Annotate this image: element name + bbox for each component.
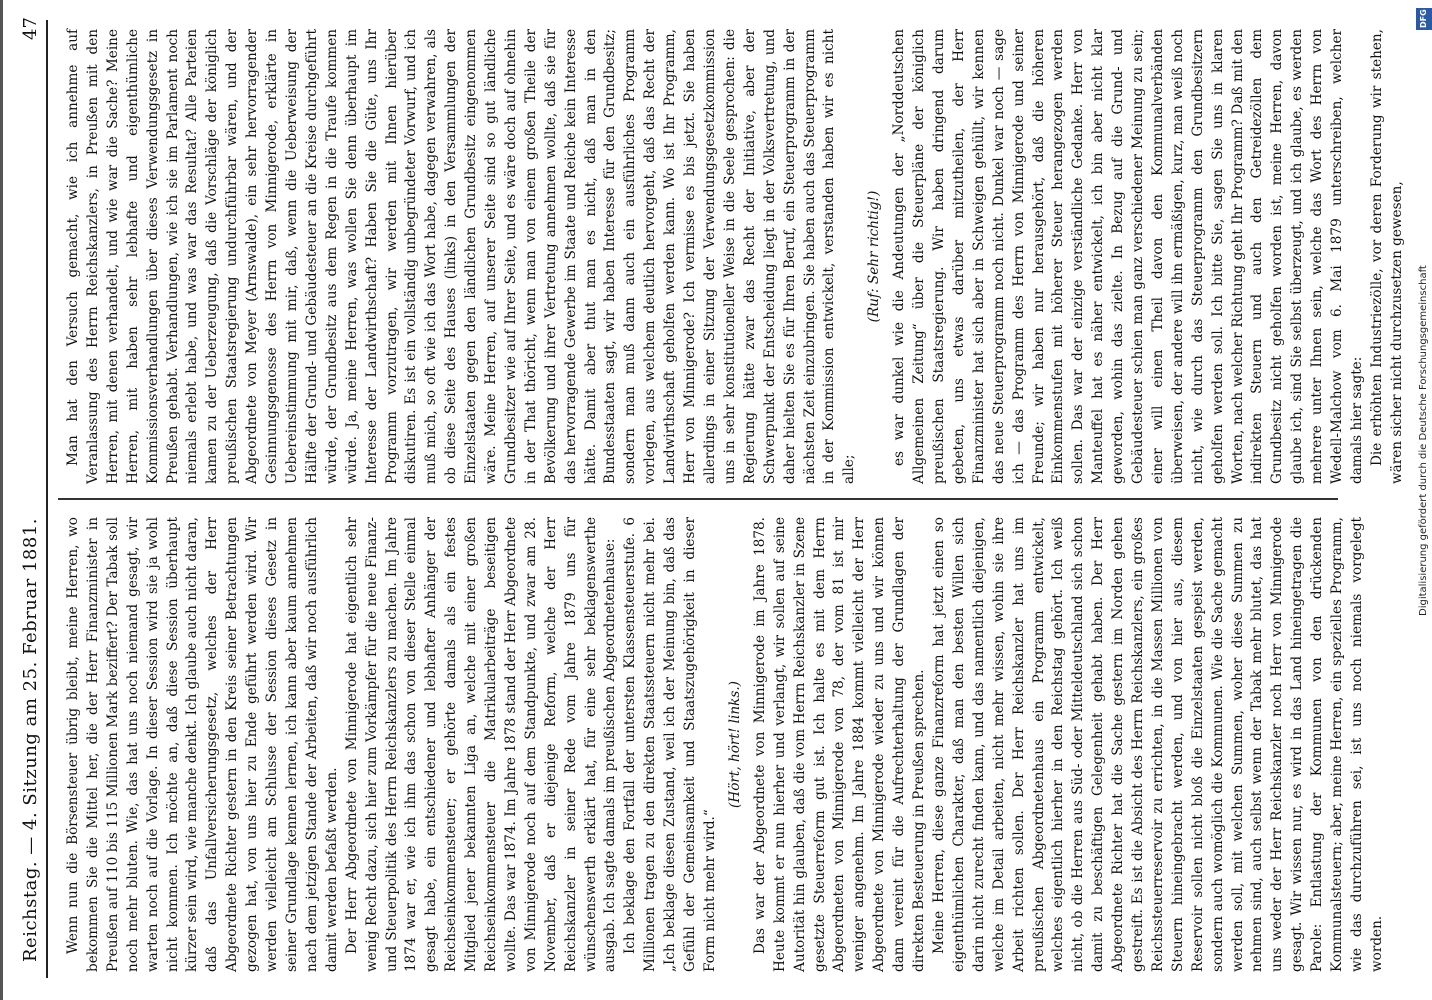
- paragraph: Der Herr Abgeordnete von Minnigerode hat eigentlich sehr wenig Recht dazu, sich hier zum Vorkämpfer für die neue Finanz- und Steuerpolitik des Herrn Reichskanzlers zu machen. Im Jahre 1874 war er, wie ich ihm das schon von dieser Stelle einmal gesagt habe, ein entschiedener und lebhafter Anhänger der Reichseinkommensteuer; er gehörte damals als ein festes Mitglied jener bekannten Liga an, welche mit einer großen Reichseinkommensteuer die Matrikularbeiträge beseitigen wollte. Das war 1874. Im Jahre 1878 stand der Herr Abgeordnete von Minnigerode noch auf dem Standpunkte, und zwar am 28. November, daß er diejenige Reform, welche der Herr Reichskanzler in seiner Rede vom Jahre 1879 uns für wünschenswerth erklärt hat, für eine sehr beklagenswerthe ausgab. Ich sagte damals im preußischen Abgeordnetenhause:: [343, 517, 619, 972]
- dfg-logo: DFG: [1416, 8, 1432, 30]
- left-column: [64, 517, 1385, 972]
- quote-paragraph: Die erhöhten Industriezölle, vor deren Forderung wir stehen, wären sicher nicht durchzusetzen gewesen,: [1368, 29, 1405, 484]
- page-header: [10, 0, 50, 1000]
- dfg-notice: Digitalisierung gefördert durch die Deutsche Forschungsgemeinschaft: [1418, 265, 1429, 616]
- header-rule: [46, 20, 48, 978]
- rotated-page: [2, 0, 1407, 1000]
- interjection: (Hört, hört! links.): [726, 681, 743, 808]
- paragraph: Meine Herren, diese ganze Finanzreform hat jetzt einen so eigenthümlichen Charakter, daß man den besten Willen sich darin nicht zurecht finden kann, und das namentlich diejenigen, welche im Detail arbeiten, nicht mehr wissen, wohin sie ihre Arbeit richten sollen. Der Herr Reichskanzler hat uns im preußischen Abgeordnetenhaus ein Programm entwickelt, welches eigentlich hierher in den Reichstag gehört. Ich weiß nicht, ob die Herren aus Süd- oder Mitteldeutschland sich schon damit zu beschäftigen Gelegenheit gehabt haben. Der Herr Abgeordnete Richter hat die Sache gestern im Norden gehen gestreift. Es ist die Absicht des Herrn Reichskanzlers, ein großes Reichssteuerreservoir zu errichten, in die Massen Millionen von Steuern hineingebracht werden, und von hier aus, diesem Reservoir sollen nicht bloß die Einzelstaaten gespeist werden, sondern auch womöglich die Kommunen. Wie die Sache gemacht werden soll, mit welchen Summen, woher diese Summen zu nehmen sind, auch selbst wenn der Tabak mehr blutet, das hat uns weder der Herr Reichskanzler noch Herr von Minnigerode gesagt. Wir wissen nur, es wird in das Land hineingetragen die Parole: Entlastung der Kommunen von den drückenden Kommunalsteuern; aber, meine Herren, ein spezielles Programm, wie das durchzuführen sei, ist uns noch niemals vorgelegt worden.: [930, 517, 1385, 972]
- column-divider: [58, 498, 1338, 500]
- running-title: Reichstag. — 4. Sitzung am 25. Februar 1881.: [20, 518, 41, 962]
- paragraph: Das war der Abgeordnete von Minnigerode im Jahre 1878. Heute kommt er nun hierher und verlangt, wir sollen auf seine Autorität hin glauben, daß die vom Herrn Reichskanzler in Szene gesetzte Steuerreform gut ist. Ich halte es mit dem Herrn Abgeordneten von Minnigerode von 78, der vom 81 ist mir weniger angenehm. Im Jahre 1884 kommt vielleicht der Herr Abgeordnete von Minnigerode wieder zu uns und wir können dann vereint für die Aufrechterhaltung der Grundlagen der direkten Besteuerung in Preußen sprechen.: [751, 517, 928, 972]
- right-column: [64, 29, 1405, 484]
- paragraph: es war dunkel wie die Andeutungen der „Norddeutschen Allgemeinen Zeitung“ über die Steuerpläne der königlich preußischen Staatsregierung. Wir haben dringend darum gebeten, uns etwas darüber mitzutheilen, der Herr Finanzminister hat sich aber in Schweigen gehüllt, wir kennen das neue Steuerprogramm noch nicht. Dunkel war noch — sage ich — das Programm des Herrn von Minnigerode und seiner Freunde; wir haben nur herausgehört, daß die höheren Einkommenstufen mit höherer Steuer herangezogen werden sollen. Das war der einzige verständliche Gedanke. Herr von Manteuffel hat es näher entwickelt, ich bin aber nicht klar geworden, wohin das zielte. In Bezug auf die Grund- und Gebäudesteuer schien man ganz verschiedener Meinung zu sein; einer will einen Theil davon den Kommunalverbänden überweisen, der andere will ihn ermäßigen, kurz, man weiß noch nicht, wie durch das Steuerprogramm den Grundbesitzern geholfen werden soll. Ich bitte Sie, sagen Sie uns in klaren Worten, nach welcher Richtung geht Ihr Programm? Daß mit den indirekten Steuern und auch den Getreidezöllen dem Grundbesitz nicht geholfen worden ist, meine Herren, davon glaube ich, sind Sie selbst überzeugt, und ich glaube, es werden mehrere unter Ihnen sein, welche das Wort des Herrn von Wedell-Malchow vom 6. Mai 1879 unterschreiben, welcher damals hier sagte:: [891, 29, 1365, 484]
- paragraph: Wenn nun die Börsensteuer übrig bleibt, meine Herren, wo bekommen Sie die Mittel her, die der Herr Finanzminister in Preußen auf 110 bis 115 Millionen Mark beziffert? Der Tabak soll noch mehr bluten. Wie, das hat uns noch niemand gesagt, wir warten noch auf die Vorlage. In dieser Session wird sie ja wohl nicht kommen. Ich möchte an, daß diese Session überhaupt kürzer sein wird, wie manche denkt. Ich glaube auch nicht daran, daß das Unfallversicherungsgesetz, welches der Herr Abgeordnete Richter gestern in den Kreis seiner Betrachtungen gezogen hat, von uns hier zu Ende geführt werden wird. Wir werden vielleicht am Schlusse der Session dieses Gesetz in seiner Grundlage kennen lernen, ich kann aber kaum annehmen nach dem jetzigen Stande der Arbeiten, daß wir noch ausführlich damit werden befaßt werden.: [65, 517, 340, 972]
- interjection: (Ruf: Sehr richtig!): [866, 190, 883, 323]
- paragraph: Man hat den Versuch gemacht, wie ich annehme auf Veranlassung des Herrn Reichskanzlers, in Preußen mit den Herren, mit denen verhandelt, und wie war die Sache? Meine Herren, mit haben sehr lebhafte und eigenthümliche Kommissionsverhandlungen über dieses Verwendungsgesetz in Preußen gehabt. Verhandlungen, wie ich sie im Parlament noch niemals erlebt habe, und was war das Resultat? Alle Parteien kamen zu der Ueberzeugung, daß die Vorschläge der königlich preußischen Staatsregierung undurchführbar wären, und der Abgeordnete von Meyer (Arnswalde), ein sehr hervorragender Gesinnungsgenosse des Herrn von Minnigerode, erklärte in Uebereinstimmung mit mir, daß, wenn die Ueberweisung der Hälfte der Grund- und Gebäudesteuer an die Kreise durchgeführt würde, der Grundbesitz aus dem Regen in die Traufe kommen würde. Ja, meine Herren, was wollen Sie denn überhaupt im Interesse der Landwirthschaft? Haben Sie die Güte, uns Ihr Programm vorzutragen, wir werden mit Ihnen hierüber diskutiren. Es ist ein vollständig unbegründeter Vorwurf, und ich muß mich, so oft wie ich das Wort habe, dagegen verwahren, als ob diese Seite des Hauses (links) in den Versammlungen der Einzelstaaten gegen den ländlichen Grundbesitz eingenommen wäre. Meine Herren, auf unserer Seite sind so gut ländliche Grundbesitzer wie auf Ihrer Seite, und es wäre doch auf ohnehin in der That thöricht, wenn man von einem großen Theile der Bevölkerung und ihrer Vertretung annehmen wollte, daß sie für das hervorragende Gewerbe im Staate und Reiche kein Interesse hätte. Damit aber thut man es nicht, daß man in den Bundesstaaten sagt, wir haben Interesse für den Grundbesitz; sondern man muß dann auch ein ausführliches Programm vorlegen, aus welchem deutlich hervorgeht, daß das Recht der Landwirthschaft geholfen werden kann. Wo ist Ihr Programm, Herr von Minnigerode? Ich vermisse es bis jetzt. Sie haben allerdings in einer Sitzung der Verwendungsgesetzkommission uns in sehr konstitutioneller Weise in die Seele gesprochen: die Regierung hätte zwar das Recht der Initiative, aber der Schwerpunkt der Entscheidung liegt in der Volksvertretung, und daher hielten Sie es für Ihren Beruf, ein Steuerprogramm in der nächsten Zeit einzubringen. Sie haben auch das Steuerprogramm in der Kommission entwickelt, verstanden haben wir es nicht alle;: [65, 29, 858, 484]
- page-number: 47: [20, 17, 41, 40]
- quote-paragraph: Ich beklage den Fortfall der untersten Klassensteuerstufe. 6 Millionen tragen zu den direkten Staatssteuern nicht mehr bei. „Ich beklage diesen Zustand, weil ich der Meinung bin, daß das Gefühl der Gemeinsamkeit und Staatszugehörigkeit in dieser Form nicht mehr wird.“: [622, 517, 718, 972]
